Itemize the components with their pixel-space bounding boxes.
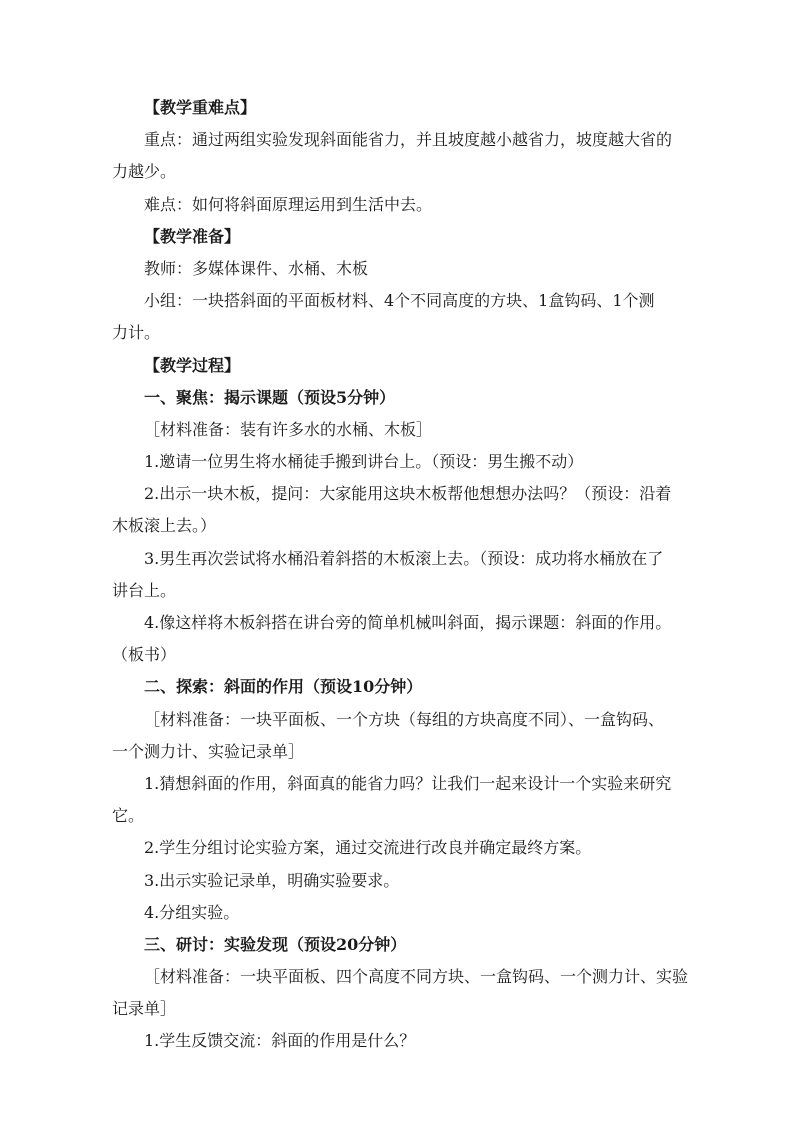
paragraph-line: 它。 — [112, 806, 145, 826]
paragraph-line: 难点：如何将斜面原理运用到生活中去。 — [144, 194, 433, 214]
paragraph-line: 力越少。 — [112, 162, 177, 182]
paragraph-line: 重点：通过两组实验发现斜面能省力，并且坡度越小越省力，坡度越大省的 — [144, 130, 673, 150]
paragraph-line: 4.像这样将木板斜搭在讲台旁的简单机械叫斜面，揭示课题：斜面的作用。 — [144, 613, 672, 632]
heading-preparation: 【教学准备】 — [144, 226, 241, 246]
heading-key-points: 【教学重难点】 — [144, 98, 257, 117]
heading-process: 【教学过程】 — [144, 355, 241, 375]
materials-line: ［材料准备：一块平面板、四个高度不同方块、一盒钩码、一个测力计、实验 — [144, 967, 689, 987]
materials-line: ［材料准备：一块平面板、一个方块（每组的方块高度不同）、一盒钩码、 — [144, 709, 665, 729]
paragraph-line: 3.出示实验记录单，明确实验要求。 — [144, 870, 400, 890]
paragraph-line: 教师：多媒体课件、水桶、木板 — [144, 258, 369, 278]
paragraph-line: 一个测力计、实验记录单］ — [112, 741, 305, 761]
section-heading-explore: 二、探索：斜面的作用（预设10分钟） — [144, 677, 423, 697]
paragraph-line: 3.男生再次尝试将水桶沿着斜搭的木板滚上去。（预设：成功将水桶放在了 — [144, 548, 664, 568]
paragraph-line: 1.学生反馈交流：斜面的作用是什么？ — [144, 1031, 416, 1051]
materials-line: ［材料准备：装有许多水的水桶、木板］ — [144, 419, 433, 439]
paragraph-line: 2.学生分组讨论实验方案，通过交流进行改良并确定最终方案。 — [144, 838, 592, 858]
paragraph-line: 讲台上。 — [112, 580, 177, 600]
paragraph-line: 记录单］ — [112, 999, 177, 1019]
section-heading-focus: 一、聚焦：揭示课题（预设5分钟） — [144, 387, 396, 407]
paragraph-line: 小组：一块搭斜面的平面板材料、4个不同高度的方块、1盒钩码、1个测 — [144, 291, 655, 311]
paragraph-line: （板书） — [112, 645, 177, 665]
paragraph-line: 力计。 — [112, 323, 161, 343]
document-body — [112, 92, 689, 1058]
paragraph-line: 1.猜想斜面的作用，斜面真的能省力吗？让我们一起来设计一个实验来研究 — [144, 773, 672, 793]
paragraph-line: 2.出示一块木板，提问：大家能用这块木板帮他想想办法吗？（预设：沿着 — [144, 484, 672, 504]
paragraph-line: 1.邀请一位男生将水桶徒手搬到讲台上。（预设：男生搬不动） — [144, 452, 584, 472]
paragraph-line: 4.分组实验。 — [144, 902, 240, 922]
section-heading-discuss: 三、研讨：实验发现（预设20分钟） — [144, 934, 407, 954]
paragraph-line: 木板滚上去。） — [112, 516, 217, 536]
